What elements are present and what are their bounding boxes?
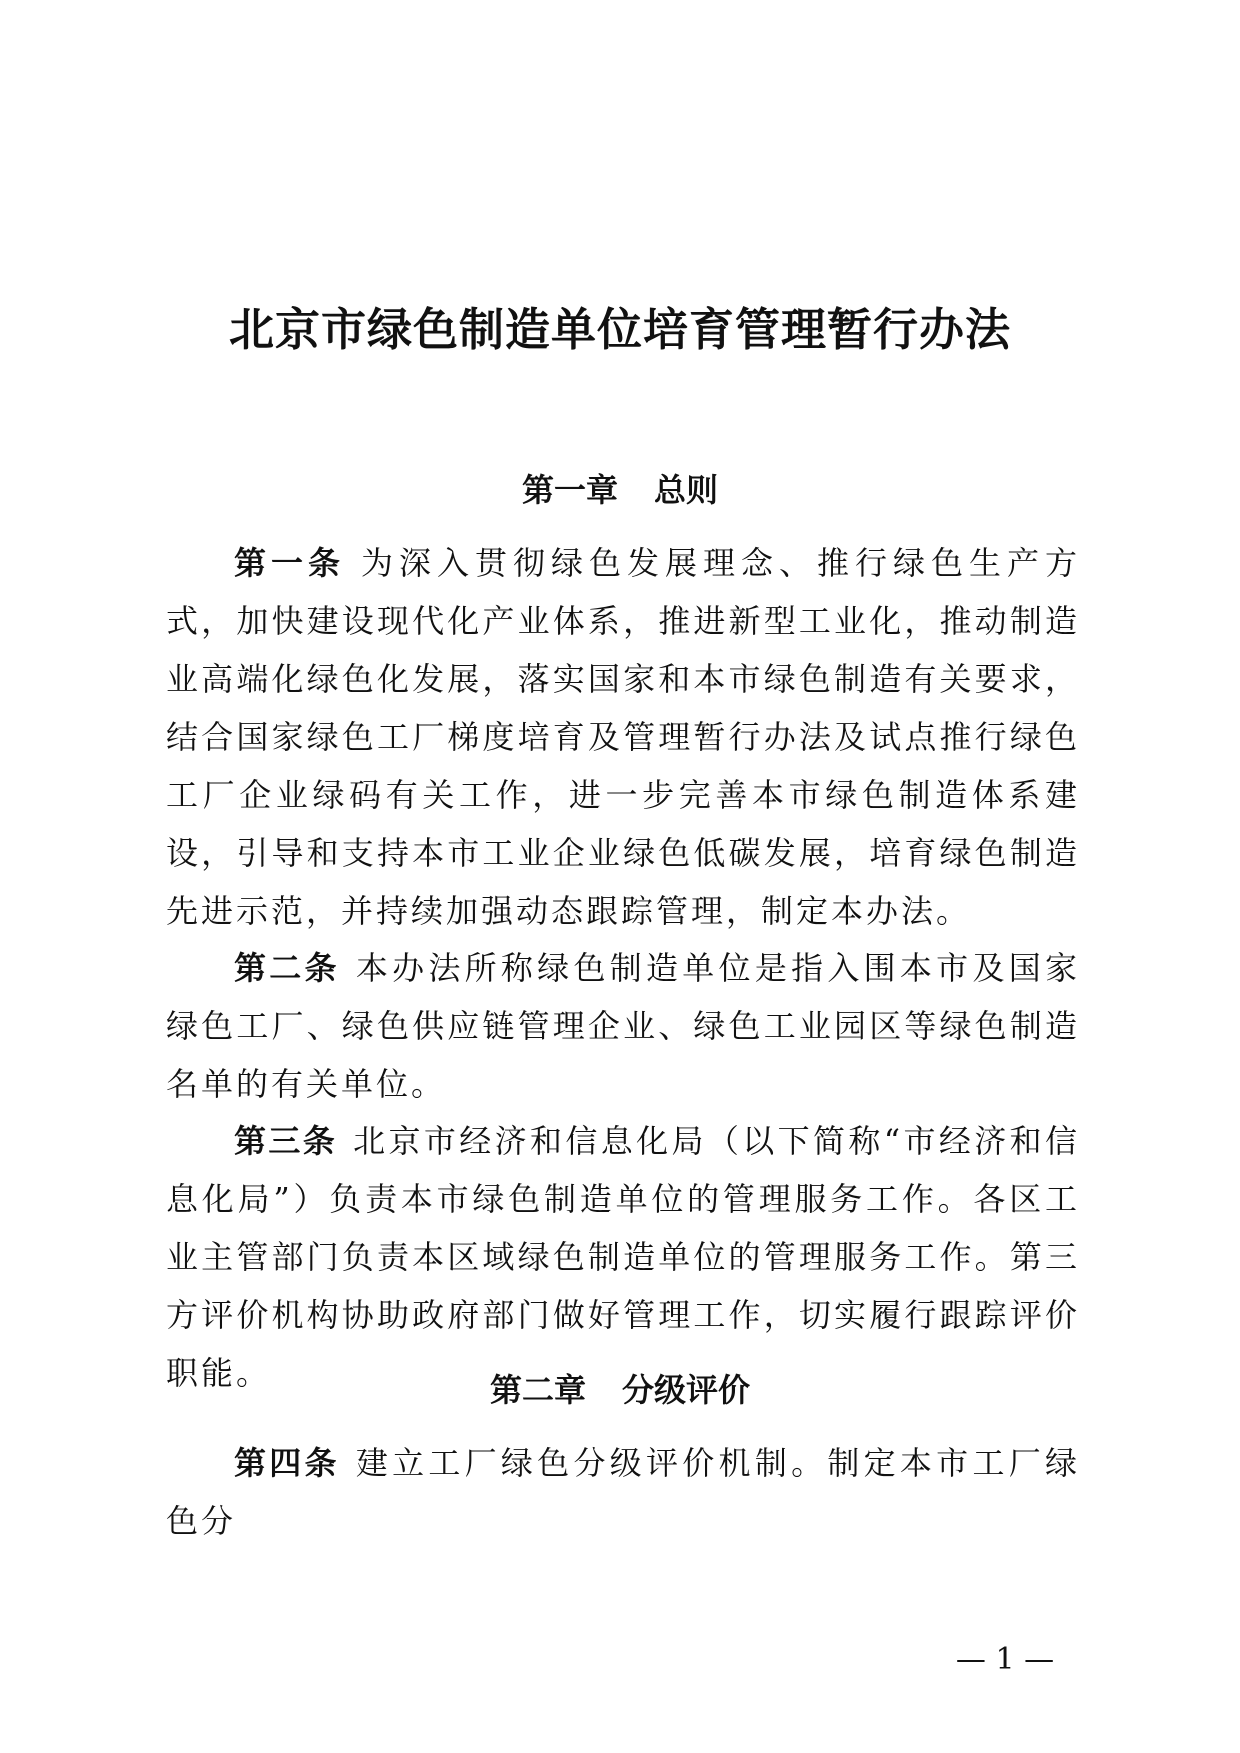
article-text: 北京市经济和信息化局（以下简称“市经济和信息化局”）负责本市绿色制造单位的管理服务工作。各区工业主管部门负责本区域绿色制造单位的管理服务工作。第三方评价机构协助政府部门做好管理工作，切实履行跟踪评价职能。 — [166, 1122, 1080, 1392]
chapter-heading — [0, 465, 1240, 515]
chapter-number: 第二章 — [489, 1371, 586, 1409]
article-label: 第二条 — [234, 949, 340, 987]
article-text: 为深入贯彻绿色发展理念、推行绿色生产方式，加快建设现代化产业体系，推进新型工业化，推动制造业高端化绿色化发展，落实国家和本市绿色制造有关要求，结合国家绿色工厂梯度培育及管理暂行办法及试点推行绿色工厂企业绿码有关工作，进一步完善本市绿色制造体系建设，引导和支持本市工业企业绿色低碳发展，培育绿色制造先进示范，并持续加强动态跟踪管理，制定本办法。 — [166, 544, 1080, 930]
article-paragraph — [166, 1112, 1080, 1402]
article-text: 建立工厂绿色分级评价机制。制定本市工厂绿色分 — [166, 1444, 1080, 1540]
article-label: 第三条 — [234, 1122, 338, 1160]
document-title: 北京市绿色制造单位培育管理暂行办法 — [228, 303, 1011, 356]
chapter-number: 第一章 — [521, 471, 618, 509]
article-paragraph — [166, 534, 1080, 940]
article-text: 本办法所称绿色制造单位是指入围本市及国家绿色工厂、绿色供应链管理企业、绿色工业园区等绿色制造名单的有关单位。 — [166, 949, 1080, 1103]
chapter-name: 总则 — [654, 471, 719, 509]
article-label: 第四条 — [234, 1444, 340, 1482]
chapter-heading — [0, 1365, 1240, 1415]
page-number: — 1 — — [955, 1642, 1055, 1677]
chapter-name: 分级评价 — [622, 1371, 751, 1409]
article-paragraph — [166, 939, 1080, 1113]
article-paragraph — [166, 1434, 1080, 1550]
article-label: 第一条 — [234, 544, 345, 582]
